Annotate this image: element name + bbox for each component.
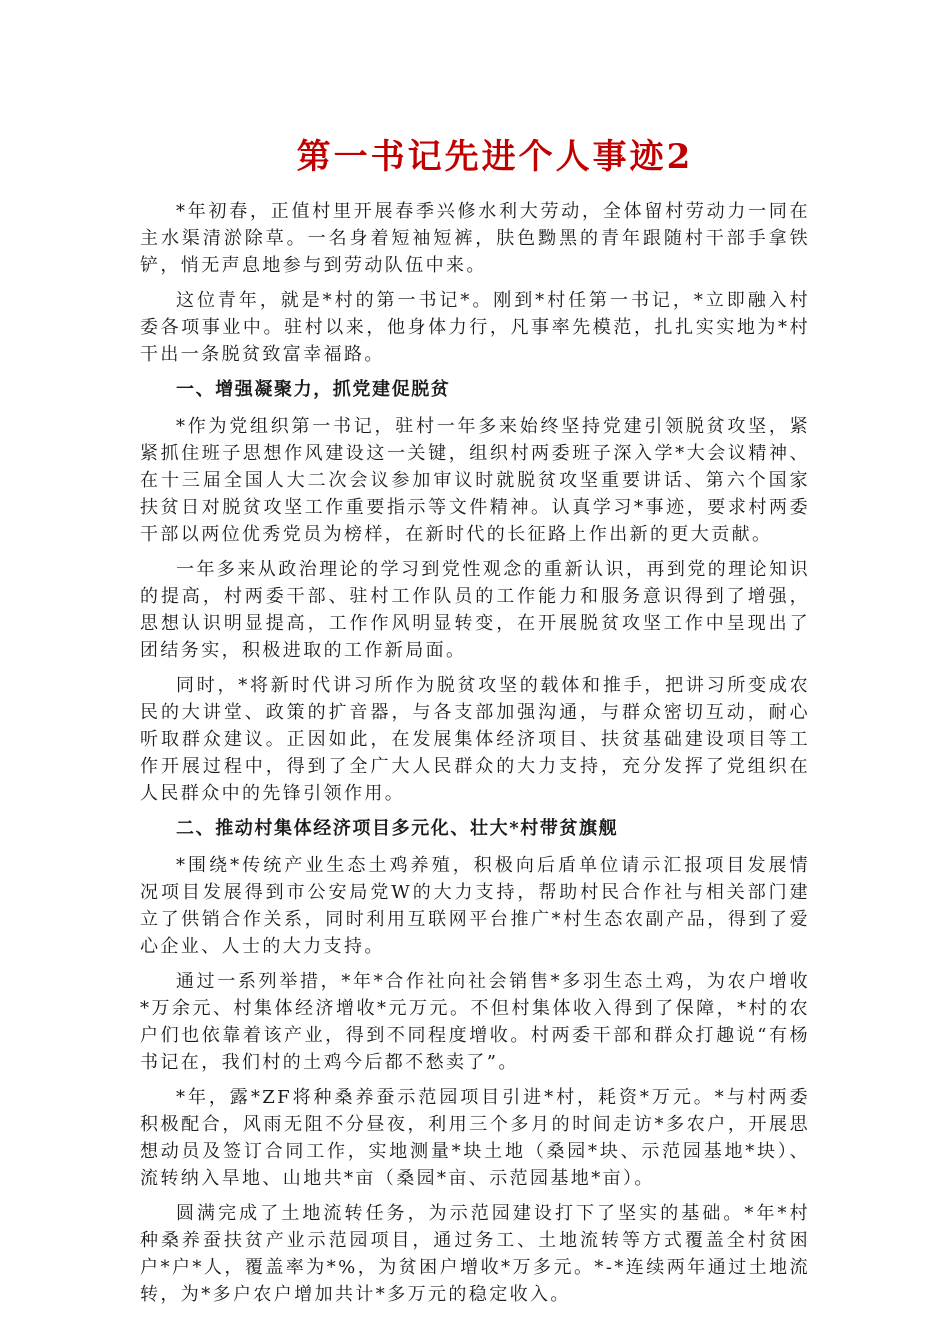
paragraph-4: 一年多来从政治理论的学习到党性观念的重新认识，再到党的理论知识的提高，村两委干部、驻村工作队员的工作能力和服务意识得到了增强，思想认识明显提高，工作作风明显转变，在开展脱贫攻坚工作中呈现出了团结务实，积极进取的工作新局面。 xyxy=(140,559,810,661)
document-title: 第一书记先进个人事迹2 xyxy=(296,137,694,177)
paragraph-5: 同时，*将新时代讲习所作为脱贫攻坚的载体和推手，把讲习所变成农民的大讲堂、政策的扩音器，与各支部加强沟通，与群众密切互动，耐心听取群众建议。正因如此，在发展集体经济项目、扶贫基础建设项目等工作开展过程中，得到了全广大人民群众的大力支持，充分发挥了党组织在人民群众中的先锋引领作用。 xyxy=(140,675,810,804)
paragraph-8: *年，露*ZF将种桑养蚕示范园项目引进*村，耗资*万元。*与村两委积极配合，风雨无阻不分昼夜，利用三个多月的时间走访*多农户，开展思想动员及签订合同工作，实地测量*块土地（桑园*块、示范园基地*块）、流转纳入旱地、山地共*亩（桑园*亩、示范园基地*亩）。 xyxy=(140,1087,810,1189)
paragraph-7: 通过一系列举措，*年*合作社向社会销售*多羽生态土鸡，为农户增收*万余元、村集体经济增收*元万元。不但村集体收入得到了保障，*村的农户们也依靠着该产业，得到不同程度增收。村两委干部和群众打趣说“有杨书记在，我们村的土鸡今后都不愁卖了”。 xyxy=(140,971,810,1073)
paragraph-2: 这位青年，就是*村的第一书记*。刚到*村任第一书记，*立即融入村委各项事业中。驻村以来，他身体力行，凡事率先模范，扎扎实实地为*村干出一条脱贫致富幸福路。 xyxy=(140,290,810,365)
paragraph-1: *年初春，正值村里开展春季兴修水利大劳动，全体留村劳动力一同在主水渠清淤除草。一名身着短袖短裤，肤色黝黑的青年跟随村干部手拿铁铲，悄无声息地参与到劳动队伍中来。 xyxy=(140,201,810,276)
paragraph-3: *作为党组织第一书记，驻村一年多来始终坚持党建引领脱贫攻坚，紧紧抓住班子思想作风建设这一关键，组织村两委班子深入学*大会议精神、在十三届全国人大二次会议参加审议时就脱贫攻坚重要讲话、第六个国家扶贫日对脱贫攻坚工作重要指示等文件精神。认真学习*事迹，要求村两委干部以两位优秀党员为榜样，在新时代的长征路上作出新的更大贡献。 xyxy=(140,416,810,545)
paragraph-6: *围绕*传统产业生态土鸡养殖，积极向后盾单位请示汇报项目发展情况项目发展得到市公安局党W的大力支持，帮助村民合作社与相关部门建立了供销合作关系，同时利用互联网平台推广*村生态农副产品，得到了爱心企业、人士的大力支持。 xyxy=(140,855,810,957)
section-heading-2: 二、推动村集体经济项目多元化、壮大*村带贫旗舰 xyxy=(176,818,619,839)
section-heading-1: 一、增强凝聚力，抓党建促脱贫 xyxy=(176,379,451,400)
paragraph-9: 圆满完成了土地流转任务，为示范园建设打下了坚实的基础。*年*村种桑养蚕扶贫产业示范园项目，通过务工、土地流转等方式覆盖全村贫困户*户*人，覆盖率为*%，为贫困户增收*万多元。*-*连续两年通过土地流转，为*多户农户增加共计*多万元的稳定收入。 xyxy=(140,1203,810,1305)
